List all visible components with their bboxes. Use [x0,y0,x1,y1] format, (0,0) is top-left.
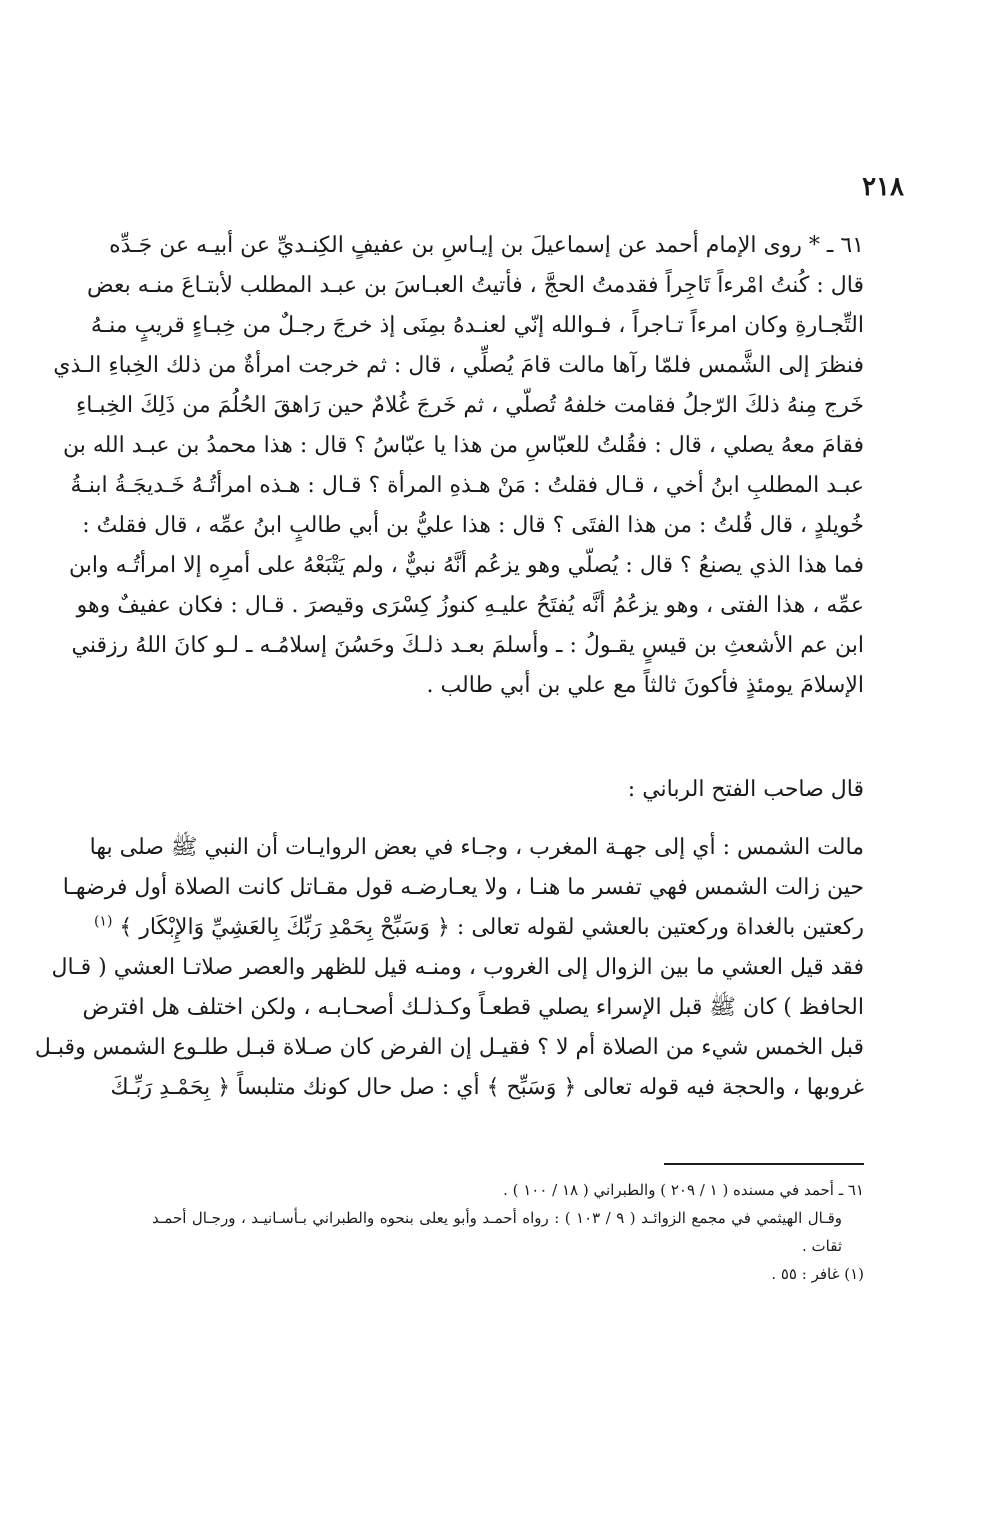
commentary-line-3 [93,908,864,948]
commentary-line-7 [110,1068,864,1108]
hadith-line-2 [87,266,864,306]
page-number: ٢١٨ [862,172,904,202]
hadith-line-10-text: عمِّه ، هذا الفتى ، وهو يزعُمُ أنَّه يُفتَحُ عليـهِ كنوزُ كِسْرَى وقيصرَ . قـال : فكان عفيفٌ وهو [76,593,864,618]
hadith-line-9-text: فما هذا الذي يصنعُ ؟ قال : يُصلّي وهو يزعُم أنَّهُ نبيٌّ ، ولم يَتْبَعْهُ على أمرِه إلا امرأتُـه وابن [68,553,864,578]
commentary-line-1-text: مالت الشمس : أي إلى جهـة المغرب ، وجـاء في بعض الروايـات أن النبي ﷺ صلى بها [89,835,864,860]
commentary-text [34,828,864,1108]
hadith-line-12-text: الإسلامَ يومئذٍ فأكونَ ثالثاً مع علي بن أبي طالب . [426,673,864,698]
footnote-1: (١) غافر : ٥٥ . [771,1265,864,1283]
footnotes [152,1176,864,1288]
commentary-line-3-text: ركعتين بالغداة وركعتين بالعشي لقوله تعالى : ﴿ وَسَبِّحْ بِحَمْدِ رَبِّكَ بِالعَشِيِّ وَالإِبْكَار ﴾ [119,915,864,940]
hadith-line-11-text: ابن عم الأشعثِ بن قيسٍ يقـولُ : ـ وأسلمَ بعـد ذلـكَ وحَسُنَ إسلامُـه ـ لـو كانَ اللهُ رزقني [71,633,864,658]
footnote-haythami-line-1: وقـال الهيثمي في مجمع الزوائـد ( ٩ / ١٠٣ ) : رواه أحمـد وأبو يعلى بنحوه والطبراني بـأسـانيـد ، ورجـال أحمـد [152,1209,843,1227]
hadith-line-11 [71,626,864,666]
commentary-line-2-text: حين زالت الشمس فهي تفسر ما هنـا ، ولا يعـارضـه قول مقـاتل كانت الصلاة أول فرضهـا [62,875,864,900]
hadith-line-4-text: فنظرَ إلى الشَّمس فلمّا رآها مالت قامَ يُصلِّي ، قال : ثم خرجت امرأةٌ من ذلك الخِباءِ الـذي [53,353,864,378]
commentary-heading: قال صاحب الفتح الرباني : [627,777,864,802]
hadith-line-4 [53,346,864,386]
commentary-line-5 [82,988,864,1028]
footnote-separator [664,1163,864,1165]
commentary-line-5-text: الحافظ ) كان ﷺ قبل الإسراء يصلي قطعـاً وكـذلـك أصحـابـه ، ولكن اختلف هل افترض [82,995,864,1020]
hadith-line-2-text: قال : كُنتُ امْرءاً تَاجِراً فقدمتُ الحجَّ ، فأتيتُ العبـاسَ بن عبـد المطلب لأبتـاعَ منـه بعض [87,273,864,298]
hadith-line-9 [68,546,864,586]
commentary-line-7-text: غروبها ، والحجة فيه قوله تعالى ﴿ وَسَبِّح ﴾ أي : صل حال كونك متلبساً ﴿ بِحَمْـدِ رَبِّـكَ [110,1075,864,1100]
hadith-line-3-text: التِّجـارةِ وكان امرءاً تـاجراً ، فـوالله إنّي لعنـدهُ بمِنَى إذ خرجَ رجـلٌ من خِبـاءٍ قريبٍ منـهُ [90,313,864,338]
commentary-line-2 [62,868,864,908]
hadith-line-6 [62,426,864,466]
hadith-line-1-text: ٦١ ـ * روى الإمام أحمد عن إسماعيلَ بن إيـاسِ بن عفيفٍ الكِنـديِّ عن أبيـه عن جَـدِّه [109,233,864,258]
hadith-line-1 [109,226,864,266]
footnote-marker-1: (١) [93,913,113,930]
hadith-text [53,226,864,706]
hadith-line-6-text: فقامَ معهُ يصلي ، قال : فقُلتُ للعبّاسِ من هذا يا عبّاسُ ؟ قال : هذا محمدُ بن عبـد الله بن [62,433,864,458]
commentary-line-6-text: قبل الخمس شيء من الصلاة أم لا ؟ فقيـل إن الفرض كان صـلاة قبـل طلـوع الشمس وقبـل [34,1035,864,1060]
footnote-haythami-line-2: ثقات . [802,1237,842,1255]
commentary-line-4-text: فقد قيل العشي ما بين الزوال إلى الغروب ، ومنـه قيل للظهر والعصر صلاتـا العشي ( قـال [51,955,864,980]
hadith-line-3 [90,306,864,346]
footnote-source: ٦١ ـ أحمد في مسنده ( ١ / ٢٠٩ ) والطبراني ( ١٨ / ١٠٠ ) . [503,1181,864,1199]
hadith-line-8-text: خُويلدٍ ، قال قُلتُ : من هذا الفتَى ؟ قال : هذا عليُّ بن أبي طالبٍ ابنُ عمِّه ، قال فقلتُ : [82,513,864,538]
hadith-line-12 [152,666,864,706]
hadith-line-5-text: خَرج مِنهُ ذلكَ الرّجلُ فقامت خلفهُ تُصلّي ، ثم خَرجَ غُلامٌ حين رَاهقَ الحُلُمَ من ذَلِكَ الخِبـاءِ [75,393,864,418]
commentary-line-4 [51,948,864,988]
commentary-heading-block [152,770,864,810]
hadith-line-10 [76,586,864,626]
hadith-line-7 [70,466,864,506]
hadith-line-5 [75,386,864,426]
commentary-line-6 [34,1028,864,1068]
hadith-line-7-text: عبـد المطلبِ ابنُ أخي ، قـال فقلتُ : مَنْ هـذهِ المرأة ؟ قـال : هـذه امرأتُـهُ خَـديجَـةُ ابنـةُ [70,473,864,498]
commentary-line-1 [89,828,864,868]
hadith-line-8 [82,506,864,546]
